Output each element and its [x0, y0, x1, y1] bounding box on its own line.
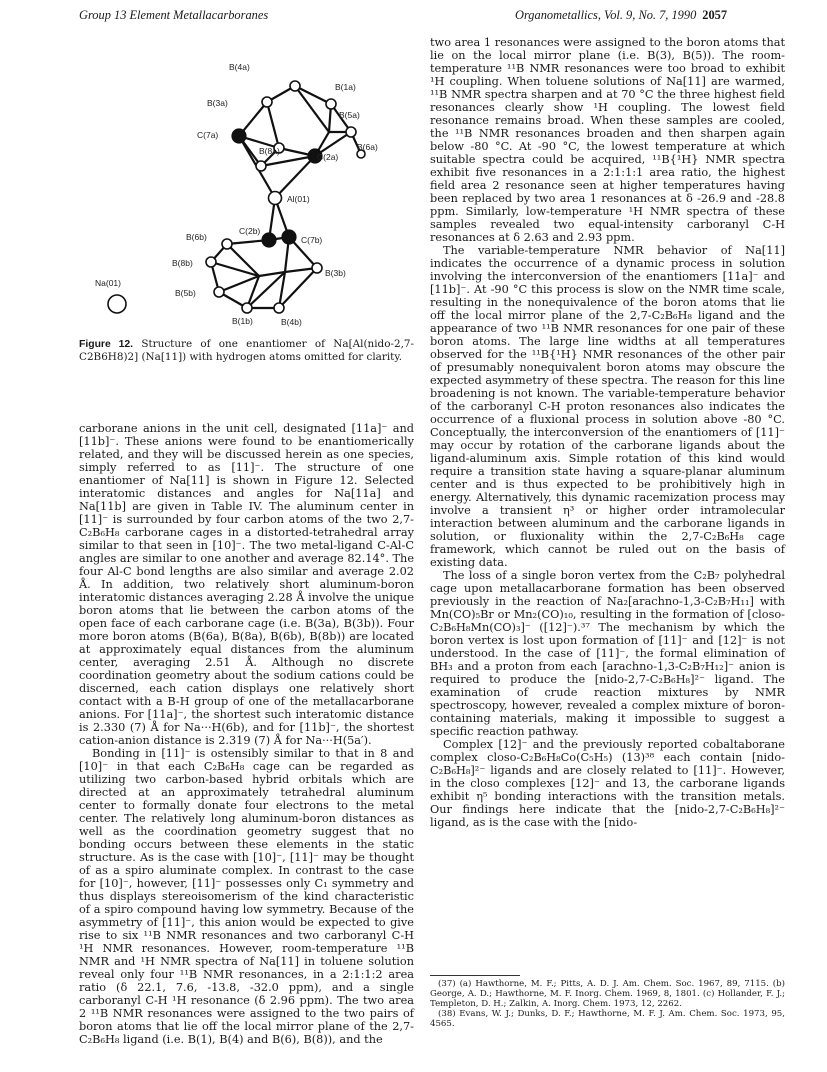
reference-37: (37) (a) Hawthorne, M. F.; Pitts, A. D. J. Am. Chem. Soc. 1967, 89, 7115. (b) George, A. D.; Hawthorne, M. F. Inorg. Chem. 1969, 8, 1801. (c) Hollander, F. J.; Templeton, D. H.; Zalkin, A. Inorg. Chem. 1973, 12, 2262. — [430, 979, 785, 1010]
atom-label-b3b: B(3b) — [325, 268, 346, 278]
left-column-body — [79, 422, 414, 1046]
atom-label-b5a: B(5a) — [339, 110, 360, 120]
page-number: 2057 — [702, 8, 728, 22]
reference-38: (38) Evans, W. J.; Dunks, D. F.; Hawthorne, M. F. J. Am. Chem. Soc. 1973, 95, 4565. — [430, 1009, 785, 1030]
atom-label-c7b: C(7b) — [301, 235, 323, 245]
atom-label-c2b: C(2b) — [239, 226, 261, 236]
atom-label-b5b: B(5b) — [175, 288, 196, 298]
molecular-structure-drawing — [79, 40, 419, 340]
atom-label-b1b: B(1b) — [232, 316, 253, 326]
footnote-references — [430, 975, 785, 1029]
atom-label-b6b: B(6b) — [186, 232, 207, 242]
running-header-right — [515, 8, 785, 23]
atom-label-b6a: B(6a) — [357, 142, 378, 152]
atom-label-c7a: C(7a) — [197, 130, 219, 140]
footnote-divider — [430, 975, 520, 976]
atom-label-na01: Na(01) — [95, 278, 121, 288]
figure-12-structure — [79, 40, 419, 340]
running-header-left: Group 13 Element Metallacarboranes — [79, 8, 269, 22]
figure-caption — [79, 338, 414, 363]
atom-label-b8a: B(8a) — [259, 146, 280, 156]
paragraph: The variable-temperature NMR behavior of Na[11] indicates the occurrence of a dynamic process in solution involving the interconversion of the enantiomers [11a]⁻ and [11b]⁻. At -90 °C this process is slow on the NMR time scale, resulting in the nonequivalence of the boron atoms that lie off the local mirror plane of the 2,7-C₂B₆H₈ ligand and the appearance of two ¹¹B NMR resonances for one pair of these boron atoms. The large line widths at all temperatures observed for the ¹¹B{¹H} NMR resonances of the other pair of presumably nonequivalent boron atoms may obscure the expected asymmetry of these spectra. The reason for this line broadening is not known. The variable-temperature behavior of the carboranyl C-H proton resonances also indicates the occurrence of a fluxional process in solution above -80 °C. Conceptually, the interconversion of the enantiomers of [11]⁻ may occur by rotation of the carborane ligands about the ligand-aluminum axis. Simple rotation of this kind would require a transition state having a square-planar aluminum center and is thus expected to be prohibitively high in energy. Alternatively, this dynamic racemization process may involve a transient η³ or higher order intramolecular interaction between aluminum and the carborane ligands in solution, or fluxionality within the 2,7-C₂B₆H₈ cage framework, which cannot be ruled out on the basis of existing data. — [430, 244, 785, 569]
atom-label-al01: Al(01) — [287, 194, 310, 204]
atom-label-b1a: B(1a) — [335, 82, 356, 92]
paragraph: Bonding in [11]⁻ is ostensibly similar to that in 8 and [10]⁻ in that each C₂B₆H₈ cage can be regarded as utilizing two carbon-based hybrid orbitals which are directed at an approximately tetrahedral aluminum center to formally donate four electrons to the metal center. The relatively long aluminum-boron distances as well as the coordination geometry suggest that no bonding occurs between these elements in the static structure. As is the case with [10]⁻, [11]⁻ may be thought of as a spiro aluminate complex. In contrast to the case for [10]⁻, however, [11]⁻ possesses only C₁ symmetry and thus displays stereoisomerism of the kind characteristic of a spiro compound having low symmetry. Because of the asymmetry of [11]⁻, this anion would be expected to give rise to six ¹¹B NMR resonances and two carboranyl C-H ¹H NMR resonances. However, room-temperature ¹¹B NMR and ¹H NMR spectra of Na[11] in toluene solution reveal only four ¹¹B NMR resonances, in a 2:1:1:2 area ratio (δ 22.1, 7.6, -13.8, -32.0 ppm), and a single carboranyl C-H ¹H resonance (δ 2.96 ppm). The two area 2 ¹¹B NMR resonances were assigned to the two pairs of boron atoms that lie off the local mirror plane of the 2,7-C₂B₆H₈ ligand (i.e. B(1), B(4) and B(6), B(8)), and the — [79, 747, 414, 1046]
paragraph: The loss of a single boron vertex from the C₂B₇ polyhedral cage upon metallacarborane formation has been observed previously in the reaction of Na₂[arachno-1,3-C₂B₇H₁₁] with Mn(CO)₅Br or Mn₂(CO)₁₀, resulting in the formation of [closo-C₂B₆H₈Mn(CO)₃]⁻ ([12]⁻).³⁷ The mechanism by which the boron vertex is lost upon formation of [11]⁻ and [12]⁻ is not understood. In the case of [11]⁻, the formal elimination of BH₃ and a proton from each [arachno-1,3-C₂B₇H₁₂]⁻ anion is required to produce the [nido-2,7-C₂B₆H₈]²⁻ ligand. The examination of crude reaction mixtures by NMR spectroscopy, however, revealed a complex mixture of boron-containing materials, making it impossible to suggest a specific reaction pathway. — [430, 569, 785, 738]
atom-label-b4b: B(4b) — [281, 317, 302, 327]
right-column-body — [430, 36, 785, 829]
paragraph: Complex [12]⁻ and the previously reported cobaltaborane complex closo-C₂B₆H₈Co(C₅H₅) (13)³⁸ each contain [nido-C₂B₆H₈]²⁻ ligands and are closely related to [11]⁻. However, in the closo complexes [12]⁻ and 13, the carborane ligands exhibit η⁵ bonding interactions with the transition metals. Our findings here indicate that the [nido-2,7-C₂B₆H₈]²⁻ ligand, as is the case with the [nido- — [430, 738, 785, 829]
journal-citation: Organometallics, Vol. 9, No. 7, 1990 — [515, 8, 697, 22]
paragraph: carborane anions in the unit cell, designated [11a]⁻ and [11b]⁻. These anions were found to be enantiomerically related, and they will be discussed herein as one species, simply referred to as [11]⁻. The structure of one enantiomer of Na[11] is shown in Figure 12. Selected interatomic distances and angles for Na[11a] and Na[11b] are given in Table IV. The aluminum center in [11]⁻ is surrounded by four carbon atoms of the two 2,7-C₂B₆H₈ carborane cages in a distorted-tetrahedral array similar to that seen in [10]⁻. The two metal-ligand C-Al-C angles are similar to one another and average 82.14°. The four Al-C bond lengths are also similar and average 2.02 Å. In addition, two relatively short aluminum-boron interatomic distances averaging 2.28 Å involve the unique boron atoms that lie between the carbon atoms of the open face of each carborane cage (i.e. B(3a), B(3b)). Four more boron atoms (B(6a), B(8a), B(6b), B(8b)) are located at approximately equal distances from the aluminum center, averaging 2.51 Å. Although no discrete coordination geometry about the sodium cations could be discerned, each cation displays one relatively short contact with a B-H group of one of the metallacarborane anions. For [11a]⁻, the shortest such interatomic distance is 2.330 (7) Å for Na···H(6b), and for [11b]⁻, the shortest cation-anion distance is 2.319 (7) Å for Na···H(5a′). — [79, 422, 414, 747]
atom-label-b3a: B(3a) — [207, 98, 228, 108]
atom-label-c2a: C(2a) — [317, 152, 339, 162]
figure-caption-text: Structure of one enantiomer of Na[Al(nido-2,7-C2B6H8)2] (Na[11]) with hydrogen atoms omitted for clarity. — [79, 338, 414, 363]
figure-caption-label: Figure 12. — [79, 339, 134, 350]
paragraph: two area 1 resonances were assigned to the boron atoms that lie on the local mirror plane (i.e. B(3), B(5)). The room-temperature ¹¹B NMR resonances were too broad to exhibit ¹H coupling. When toluene solutions of Na[11] are warmed, ¹¹B NMR spectra sharpen and at 70 °C the three highest field resonances clearly show ¹H coupling. The lowest field resonance remains broad. When these samples are cooled, the ¹¹B NMR resonances broaden and then sharpen again below -80 °C. At -90 °C, the lowest temperature at which suitable spectra could be acquired, ¹¹B{¹H} NMR spectra exhibit five resonances in a 2:1:1:1 area ratio, the highest field area 2 resonance seen at higher temperatures having been replaced by two area 1 resonances at δ -26.9 and -28.8 ppm. Similarly, low-temperature ¹H NMR spectra of these samples revealed two equal-intensity carboranyl C-H resonances at δ 2.63 and 2.93 ppm. — [430, 36, 785, 244]
atom-label-b8b: B(8b) — [172, 258, 193, 268]
atom-label-b4a: B(4a) — [229, 62, 250, 72]
